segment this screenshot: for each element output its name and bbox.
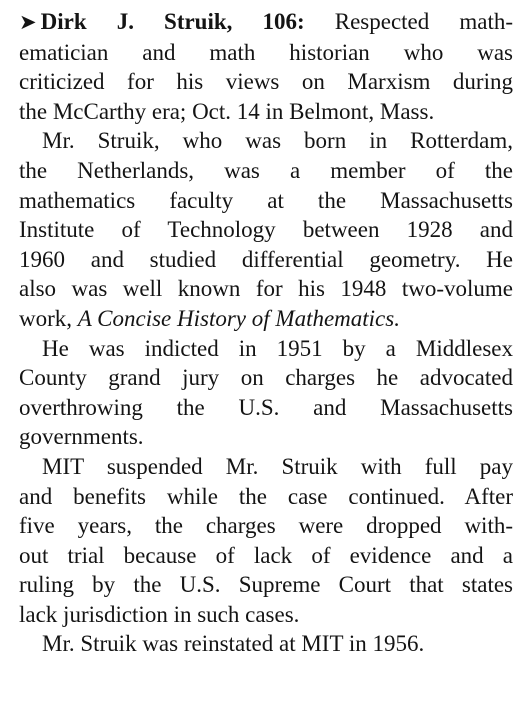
obituary-line: County grand jury on charges he advocated: [19, 365, 513, 391]
obituary-line: the McCarthy era; Oct. 14 in Belmont, Mass.: [19, 98, 435, 124]
obituary-line: criticized for his views on Marxism during: [19, 69, 513, 95]
obituary-line: ematician and math historian who was: [19, 39, 513, 65]
obituary-line: ➤ Dirk J. Struik, 106: Respected math-: [19, 7, 513, 38]
obituary-line: ruling by the U.S. Supreme Court that states: [19, 572, 513, 598]
obituary-name-age: Dirk J. Struik, 106:: [40, 9, 305, 34]
obituary-line: and benefits while the case continued. After: [19, 483, 513, 509]
obituary-paragraph-lead: [19, 7, 513, 126]
obituary-line: out trial because of lack of evidence and a: [19, 542, 513, 568]
obituary-line: the Netherlands, was a member of the: [19, 157, 513, 183]
obituary-line: work, A Concise History of Mathematics.: [19, 305, 400, 331]
obituary-line: MIT suspended Mr. Struik with full pay: [42, 453, 513, 479]
obituary-paragraph-reinstatement: [19, 629, 513, 659]
book-title: A Concise History of Mathematics.: [77, 305, 400, 331]
obituary-line: five years, the charges were dropped with-: [19, 513, 513, 539]
obituary-line: overthrowing the U.S. and Massachusetts: [19, 394, 513, 420]
obituary-line: Mr. Struik was reinstated at MIT in 1956.: [42, 631, 425, 657]
obituary-line: He was indicted in 1951 by a Middlesex: [42, 335, 513, 361]
obituary-line: governments.: [19, 424, 144, 450]
obituary-line: also was well known for his 1948 two-volume: [19, 276, 513, 302]
obituary-paragraph-suspension: [19, 452, 513, 630]
obituary-line: Mr. Struik, who was born in Rotterdam,: [42, 128, 513, 154]
obituary-paragraph-career: [19, 126, 513, 333]
obituary-paragraph-indictment: [19, 334, 513, 452]
obituary-line: Institute of Technology between 1928 and: [19, 217, 513, 243]
obituary-line: 1960 and studied differential geometry. He: [19, 246, 513, 272]
arrowhead-bullet-icon: ➤: [19, 10, 37, 34]
obituary-line: mathematics faculty at the Massachusetts: [19, 187, 513, 213]
obituary-line: lack jurisdiction in such cases.: [19, 601, 300, 627]
